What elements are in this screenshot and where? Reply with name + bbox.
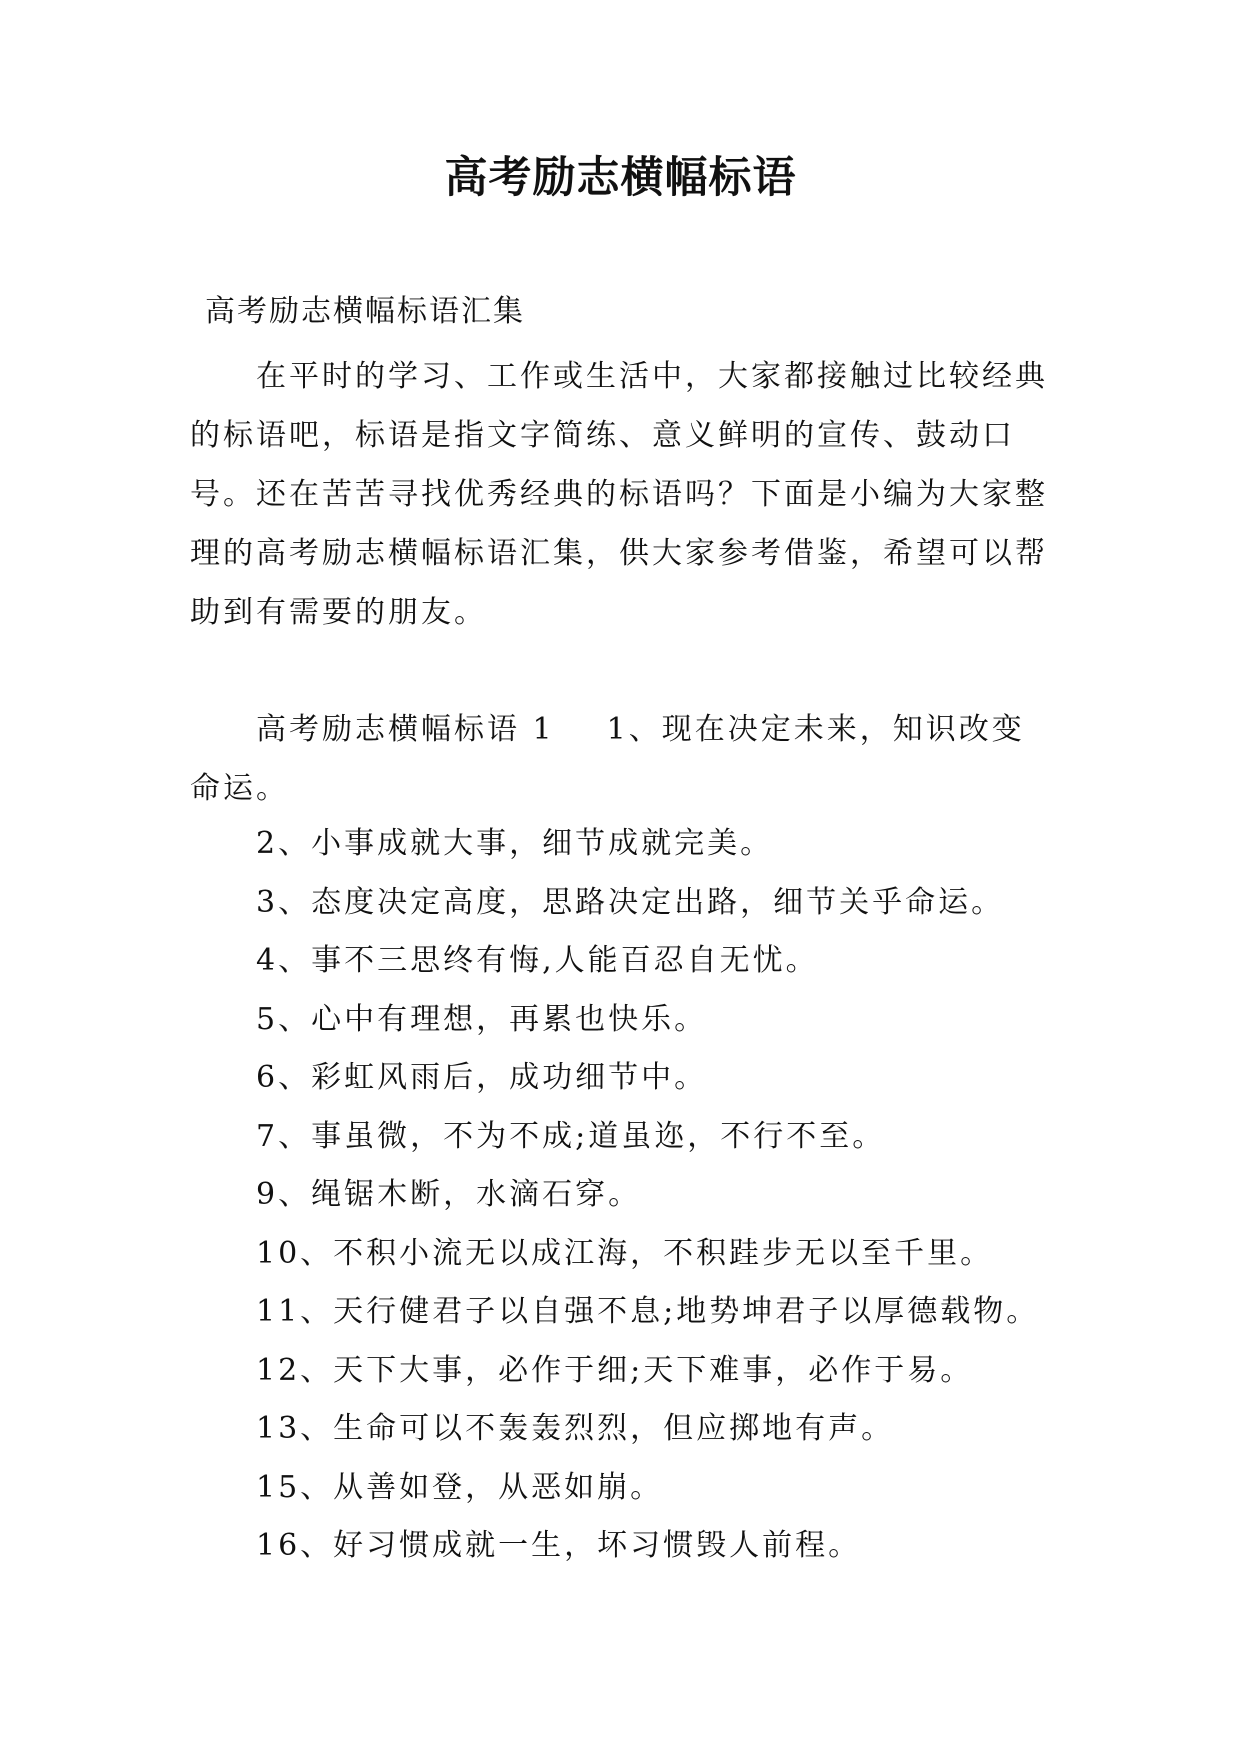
list-item: 5、心中有理想，再累也快乐。 xyxy=(256,1001,708,1037)
document-title: 高考励志横幅标语 xyxy=(444,153,797,203)
slogan-list xyxy=(256,815,1056,1576)
section-paragraph xyxy=(190,700,1050,818)
list-item: 6、彩虹风雨后，成功细节中。 xyxy=(256,1060,708,1095)
list-item: 4、事不三思终有悔,人能百忍自无忧。 xyxy=(256,943,819,978)
list-item: 12、天下大事，必作于细;天下难事，必作于易。 xyxy=(256,1352,974,1388)
document-subtitle: 高考励志横幅标语汇集 xyxy=(205,294,525,329)
list-item: 11、天行健君子以自强不息;地势坤君子以厚德载物。 xyxy=(256,1294,1040,1329)
list-item: 16、好习惯成就一生，坏习惯毁人前程。 xyxy=(256,1528,862,1563)
list-item: 7、事虽微，不为不成;道虽迩，不行不至。 xyxy=(256,1118,886,1154)
list-item: 13、生命可以不轰轰烈烈，但应掷地有声。 xyxy=(256,1411,895,1446)
list-item: 9、绳锯木断，水滴石穿。 xyxy=(256,1177,642,1212)
intro-paragraph: 在平时的学习、工作或生活中，大家都接触过比较经典的标语吧，标语是指文字简练、意义鲜明的宣传、鼓动口号。还在苦苦寻找优秀经典的标语吗？下面是小编为大家整理的高考励志横幅标语汇集，供大家参考借鉴，希望可以帮助到有需要的朋友。 xyxy=(190,359,1048,630)
list-item: 15、从善如登，从恶如崩。 xyxy=(256,1469,664,1505)
list-item: 10、不积小流无以成江海，不积跬步无以至千里。 xyxy=(256,1235,994,1271)
first-slogan: 1、现在决定未来，知识改变命运。 xyxy=(190,712,1025,806)
section-heading: 高考励志横幅标语 1 xyxy=(256,712,555,747)
list-item: 2、小事成就大事，细节成就完美。 xyxy=(256,826,774,861)
list-item: 3、态度决定高度，思路决定出路，细节关乎命运。 xyxy=(256,884,1005,920)
